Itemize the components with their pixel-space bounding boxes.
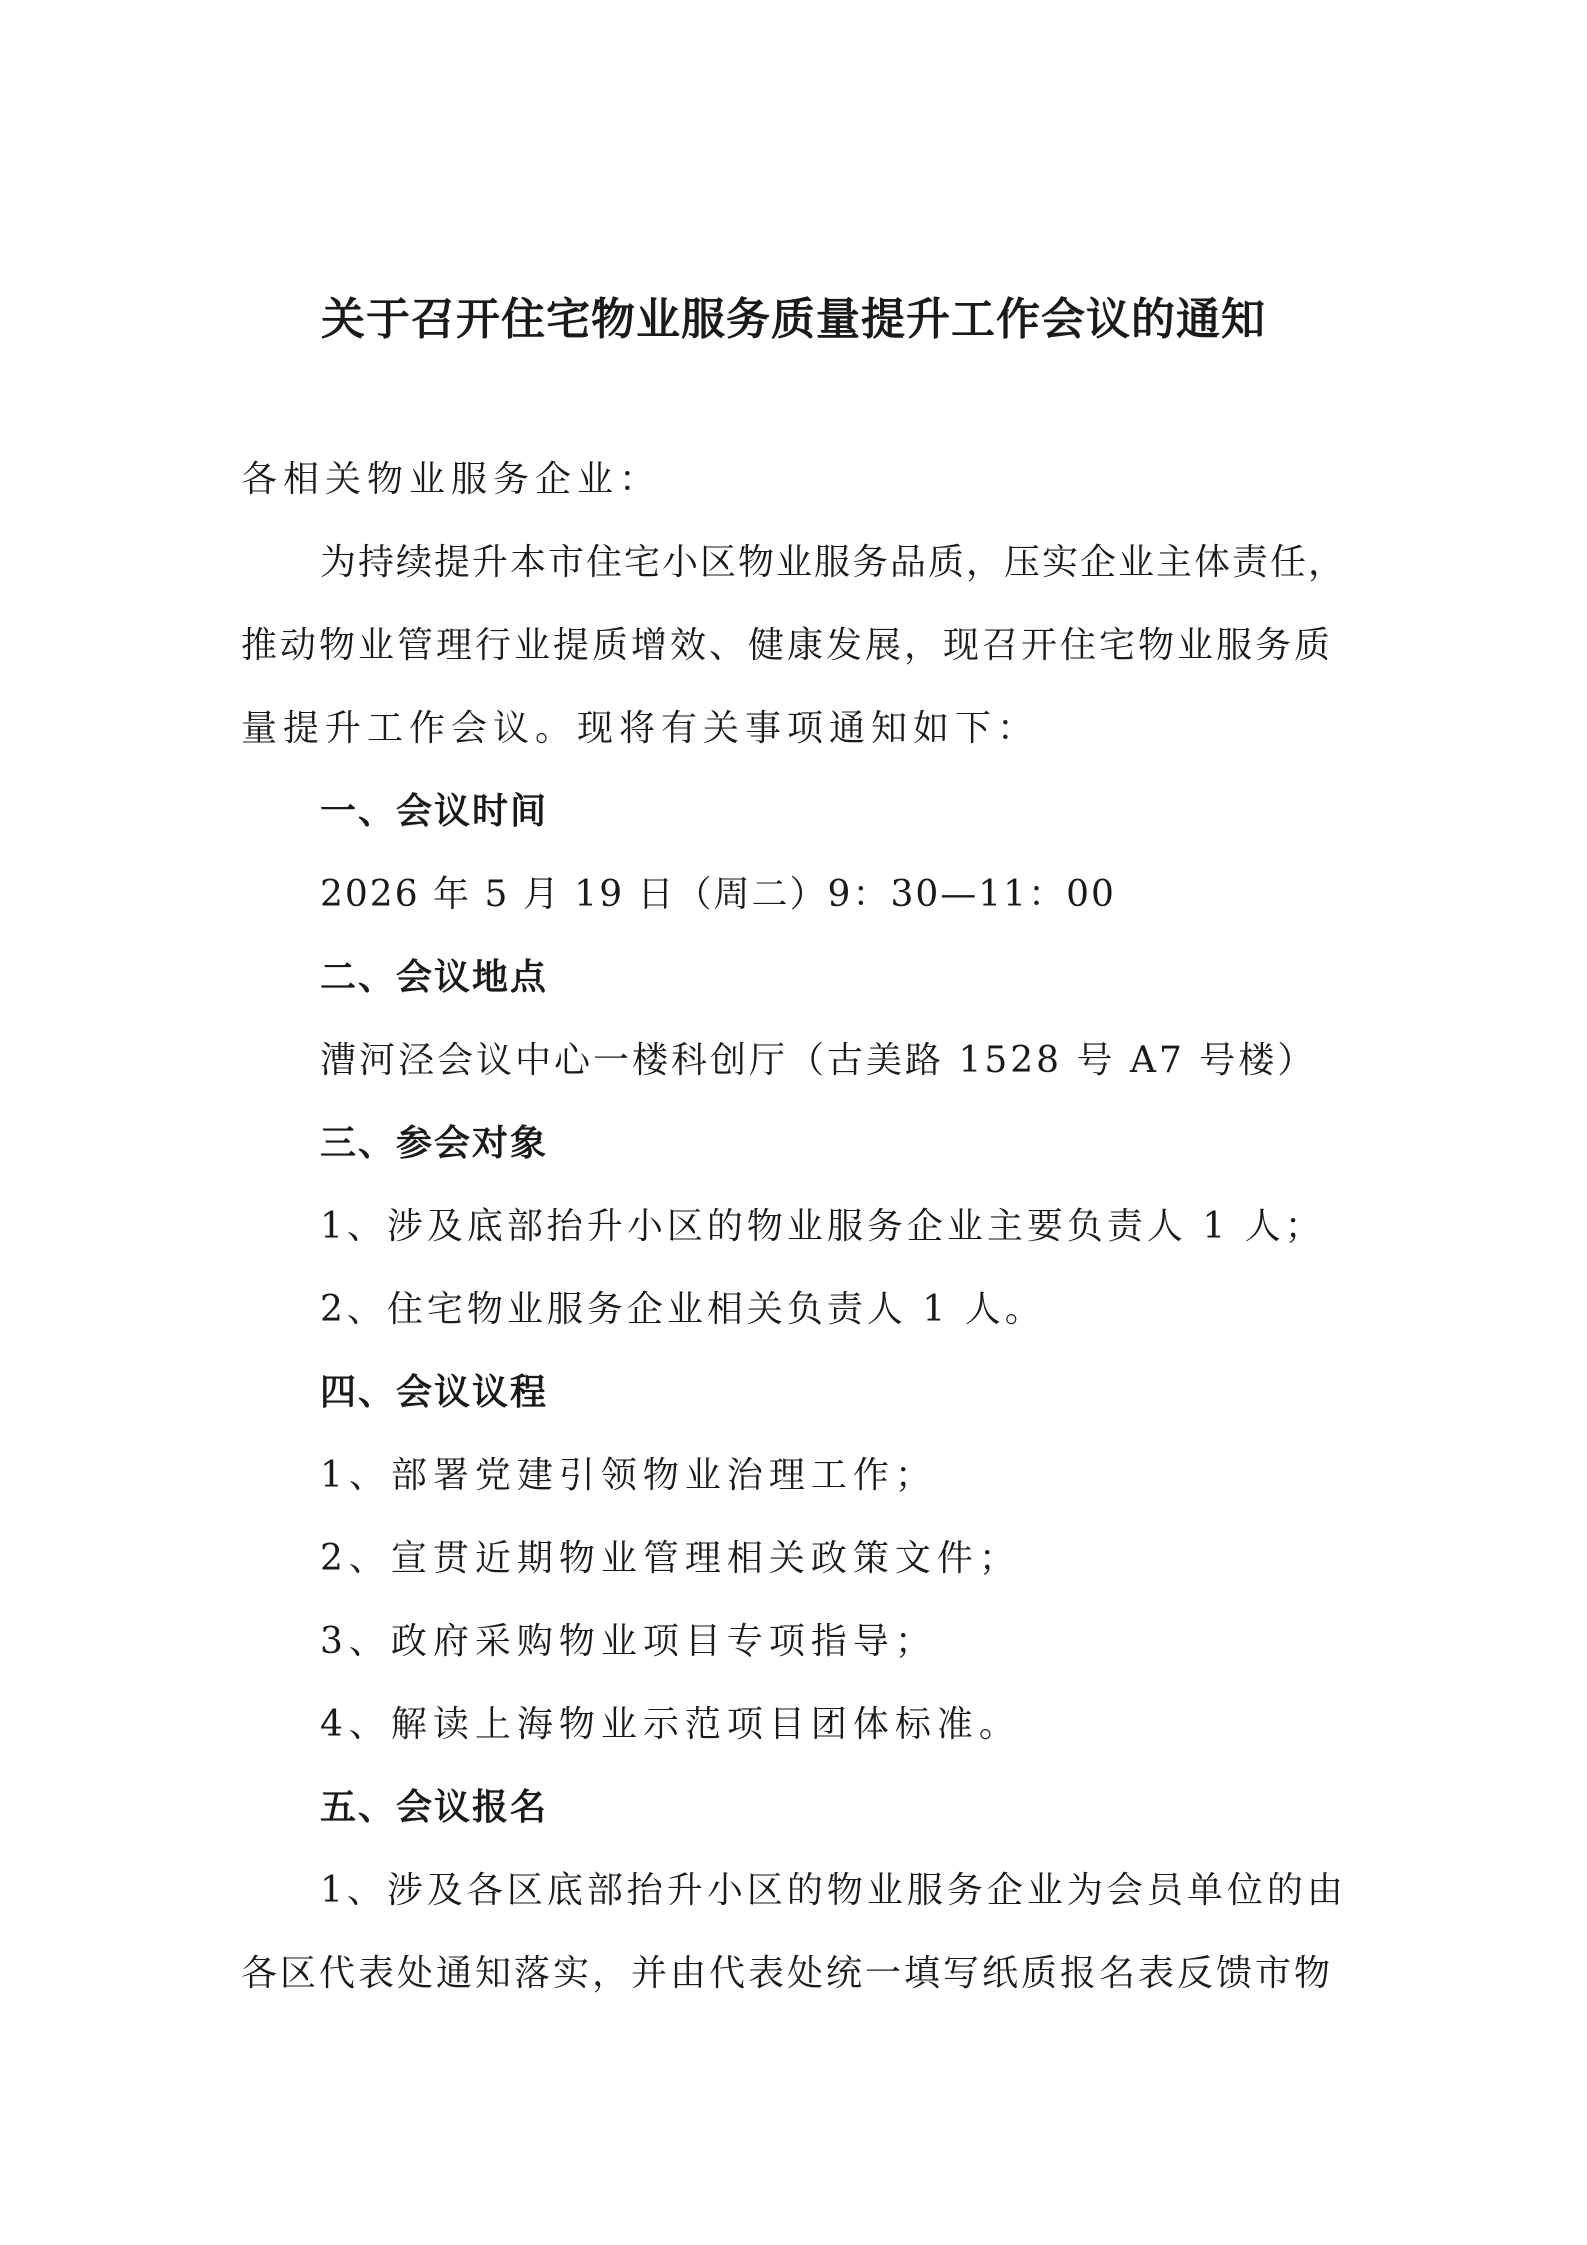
section-heading-registration: 五、会议报名 — [320, 1787, 549, 1828]
meeting-time-text: 2026 年 5 月 19 日（周二）9：30—11：00 — [320, 874, 1116, 915]
agenda-item-3: 3、政府采购物业项目专项指导； — [320, 1621, 937, 1662]
attendee-item-2: 2、住宅物业服务企业相关负责人 1 人。 — [320, 1289, 1045, 1330]
agenda-item-1: 1、部署党建引领物业治理工作； — [320, 1455, 937, 1496]
intro-line-2: 推动物业管理行业提质增效、健康发展，现召开住宅物业服务质 — [241, 625, 1334, 666]
intro-line-3: 量提升工作会议。现将有关事项通知如下： — [241, 708, 1040, 749]
intro-line-1: 为持续提升本市住宅小区物业服务品质，压实企业主体责任， — [320, 542, 1347, 583]
agenda-item-2: 2、宣贯近期物业管理相关政策文件； — [320, 1538, 1021, 1579]
section-heading-location: 二、会议地点 — [320, 957, 549, 998]
section-heading-time: 一、会议时间 — [320, 791, 549, 832]
meeting-location-text: 漕河泾会议中心一楼科创厅（古美路 1528 号 A7 号楼） — [320, 1040, 1317, 1081]
document-title: 关于召开住宅物业服务质量提升工作会议的通知 — [321, 294, 1266, 345]
registration-line-1: 1、涉及各区底部抬升小区的物业服务企业为会员单位的由 — [320, 1870, 1347, 1911]
agenda-item-4: 4、解读上海物业示范项目团体标准。 — [320, 1704, 1021, 1745]
attendee-item-1: 1、涉及底部抬升小区的物业服务企业主要负责人 1 人； — [320, 1206, 1325, 1247]
section-heading-attendees: 三、参会对象 — [320, 1123, 549, 1164]
salutation: 各相关物业服务企业： — [241, 459, 662, 500]
section-heading-agenda: 四、会议议程 — [320, 1372, 549, 1413]
registration-line-2: 各区代表处通知落实，并由代表处统一填写纸质报名表反馈市物 — [241, 1953, 1334, 1994]
